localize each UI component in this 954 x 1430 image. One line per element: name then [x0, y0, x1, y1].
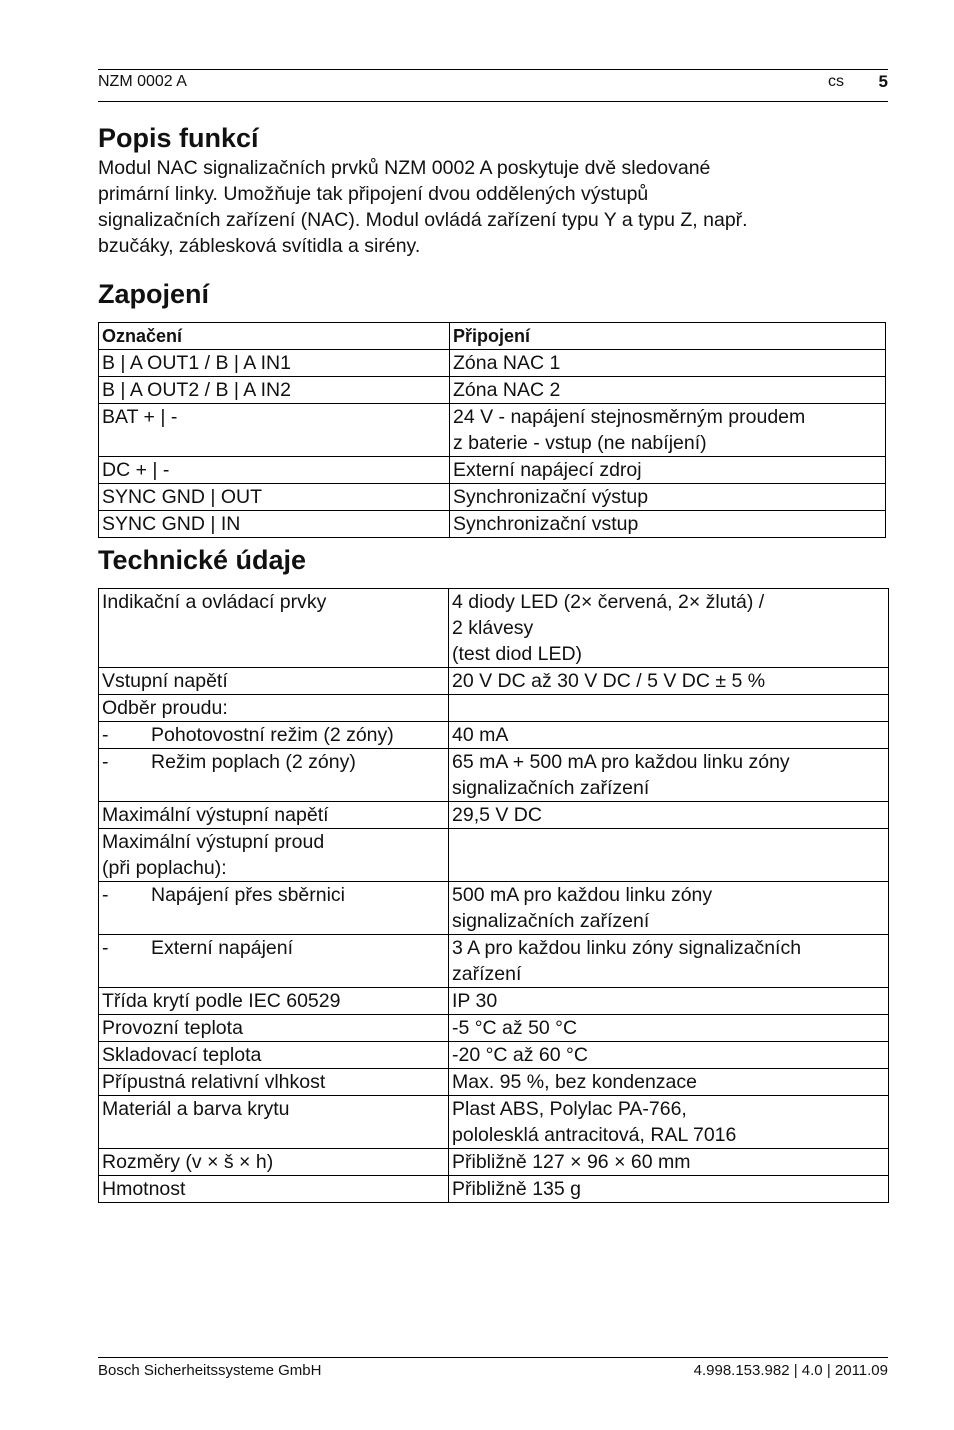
parameter-value	[449, 1176, 889, 1203]
section-title-popis: Popis funkcí	[98, 123, 259, 153]
list-dash: -	[102, 724, 109, 746]
table-row	[99, 882, 889, 935]
parameter-value-line: 29,5 V DC	[452, 804, 542, 826]
document-body	[98, 121, 890, 1203]
table-row	[99, 988, 889, 1015]
parameter-value-line: pololesklá antracitová, RAL 7016	[452, 1124, 737, 1146]
parameter-value-line: 500 mA pro každou linku zóny	[452, 884, 713, 906]
parameter-value-line: 3 A pro každou linku zóny signalizačních	[452, 937, 802, 959]
column-header-pripojeni: Připojení	[450, 323, 886, 350]
parameter-value-line: 40 mA	[452, 724, 509, 746]
parameter-label-line: Třída krytí podle IEC 60529	[102, 990, 341, 1012]
connection-label: SYNC GND | IN	[99, 511, 450, 538]
table-row	[99, 1149, 889, 1176]
connection-value-line: Synchronizační výstup	[453, 486, 649, 508]
parameter-value	[449, 802, 889, 829]
list-dash: -	[102, 937, 109, 959]
parameter-value-line: IP 30	[452, 990, 498, 1012]
parameter-label	[99, 722, 449, 749]
parameter-value-line: 20 V DC až 30 V DC / 5 V DC ± 5 %	[452, 670, 766, 692]
parameter-value	[449, 1069, 889, 1096]
parameter-label-line: Odběr proudu:	[102, 697, 228, 719]
parameter-label	[99, 802, 449, 829]
parameter-value-line: -5 °C až 50 °C	[452, 1017, 578, 1039]
parameter-value-line: Max. 95 %, bez kondenzace	[452, 1071, 697, 1093]
table-row	[99, 1042, 889, 1069]
parameter-value	[449, 935, 889, 988]
section-title-technicke: Technické údaje	[98, 545, 307, 575]
parameter-value	[449, 668, 889, 695]
connection-value-line: Externí napájecí zdroj	[453, 459, 642, 481]
page-number: 5	[878, 72, 888, 91]
connection-label: BAT + | -	[99, 404, 450, 457]
connection-value-line: Zóna NAC 1	[453, 352, 561, 374]
parameter-value-line: 4 diody LED (2× červená, 2× žlutá) /	[452, 591, 765, 613]
parameter-label	[99, 668, 449, 695]
technical-data-table	[98, 588, 889, 1203]
parameter-value	[449, 749, 889, 802]
parameter-label-line: Skladovací teplota	[102, 1044, 262, 1066]
connection-label: B | A OUT2 / B | A IN2	[99, 377, 450, 404]
parameter-label	[99, 1149, 449, 1176]
table-row	[99, 722, 889, 749]
parameter-value	[449, 1042, 889, 1069]
intro-line: bzučáky, záblesková svítidla a sirény.	[98, 235, 421, 257]
connection-value	[450, 404, 886, 457]
parameter-label-line: Indikační a ovládací prvky	[102, 591, 327, 613]
connection-value	[450, 511, 886, 538]
parameter-label	[99, 1042, 449, 1069]
parameter-label	[99, 988, 449, 1015]
connection-value-line: 24 V - napájení stejnosměrným proudem	[453, 406, 806, 428]
parameter-value-line: 65 mA + 500 mA pro každou linku zóny	[452, 751, 790, 773]
page-footer	[98, 1357, 888, 1384]
table-row	[99, 484, 886, 511]
parameter-value	[449, 1015, 889, 1042]
page-header	[98, 69, 888, 102]
connection-value	[450, 377, 886, 404]
table-row	[99, 1015, 889, 1042]
parameter-label-line: Materiál a barva krytu	[102, 1098, 290, 1120]
connection-value-line: z baterie - vstup (ne nabíjení)	[453, 432, 707, 454]
parameter-value-line: (test diod LED)	[452, 643, 583, 665]
table-row	[99, 829, 889, 882]
parameter-label-line: Přípustná relativní vlhkost	[102, 1071, 326, 1093]
connection-label: SYNC GND | OUT	[99, 484, 450, 511]
connection-value-line: Zóna NAC 2	[453, 379, 561, 401]
parameter-value	[449, 695, 889, 722]
parameter-value-line: Přibližně 135 g	[452, 1178, 581, 1200]
table-row	[99, 377, 886, 404]
list-dash: -	[102, 884, 109, 906]
parameter-value	[449, 882, 889, 935]
parameter-label-line: Provozní teplota	[102, 1017, 243, 1039]
company-name: Bosch Sicherheitssysteme GmbH	[98, 1362, 322, 1379]
parameter-value	[449, 988, 889, 1015]
connection-label: B | A OUT1 / B | A IN1	[99, 350, 450, 377]
connection-value	[450, 484, 886, 511]
parameter-value-line: Plast ABS, Polylac PA-766,	[452, 1098, 687, 1120]
parameter-label-line: Vstupní napětí	[102, 670, 228, 692]
table-row	[99, 1069, 889, 1096]
parameter-value-line: 2 klávesy	[452, 617, 534, 639]
intro-line: primární linky. Umožňuje tak připojení dvou oddělených výstupů	[98, 183, 649, 205]
parameter-value	[449, 589, 889, 668]
table-row	[99, 511, 886, 538]
parameter-value-line: zařízení	[452, 963, 522, 985]
parameter-label-line: Maximální výstupní napětí	[102, 804, 329, 826]
table-row	[99, 695, 889, 722]
parameter-label-line: Režim poplach (2 zóny)	[151, 751, 356, 773]
column-header-oznaceni: Označení	[99, 323, 450, 350]
table-row	[99, 749, 889, 802]
table-row	[99, 668, 889, 695]
language-code: cs	[828, 73, 844, 90]
intro-paragraph	[98, 155, 890, 259]
parameter-value	[449, 829, 889, 882]
parameter-label-line: Rozměry (v × š × h)	[102, 1151, 274, 1173]
parameter-label	[99, 882, 449, 935]
table-row	[99, 1176, 889, 1203]
parameter-label	[99, 1176, 449, 1203]
connection-table-header	[99, 323, 886, 350]
parameter-value-line: signalizačních zařízení	[452, 910, 650, 932]
table-row	[99, 802, 889, 829]
parameter-value	[449, 722, 889, 749]
table-row	[99, 404, 886, 457]
connection-value-line: Synchronizační vstup	[453, 513, 639, 535]
parameter-value	[449, 1096, 889, 1149]
parameter-label	[99, 749, 449, 802]
list-dash: -	[102, 751, 109, 773]
connection-table	[98, 322, 886, 538]
table-row	[99, 350, 886, 377]
document-info: 4.998.153.982 | 4.0 | 2011.09	[693, 1362, 888, 1379]
parameter-label	[99, 1015, 449, 1042]
table-row	[99, 935, 889, 988]
parameter-label-line: Napájení přes sběrnici	[151, 884, 346, 906]
table-row	[99, 457, 886, 484]
intro-line: Modul NAC signalizačních prvků NZM 0002 A poskytuje dvě sledované	[98, 157, 711, 179]
connection-value	[450, 350, 886, 377]
parameter-value	[449, 1149, 889, 1176]
parameter-value-line: -20 °C až 60 °C	[452, 1044, 588, 1066]
parameter-label-line: (při poplachu):	[102, 857, 227, 879]
doc-code: NZM 0002 A	[98, 73, 187, 90]
parameter-value-line: signalizačních zařízení	[452, 777, 650, 799]
parameter-label	[99, 1096, 449, 1149]
parameter-value-line: Přibližně 127 × 96 × 60 mm	[452, 1151, 691, 1173]
connection-value	[450, 457, 886, 484]
parameter-label	[99, 589, 449, 668]
section-title-zapojeni: Zapojení	[98, 279, 210, 309]
parameter-label-line: Hmotnost	[102, 1178, 186, 1200]
table-row	[99, 589, 889, 668]
parameter-label-line: Pohotovostní režim (2 zóny)	[151, 724, 394, 746]
parameter-label-line: Externí napájení	[151, 937, 294, 959]
connection-label: DC + | -	[99, 457, 450, 484]
table-row	[99, 1096, 889, 1149]
parameter-label	[99, 935, 449, 988]
parameter-label-line: Maximální výstupní proud	[102, 831, 325, 853]
parameter-label	[99, 829, 449, 882]
parameter-label	[99, 695, 449, 722]
parameter-label	[99, 1069, 449, 1096]
intro-line: signalizačních zařízení (NAC). Modul ovládá zařízení typu Y a typu Z, např.	[98, 209, 748, 231]
